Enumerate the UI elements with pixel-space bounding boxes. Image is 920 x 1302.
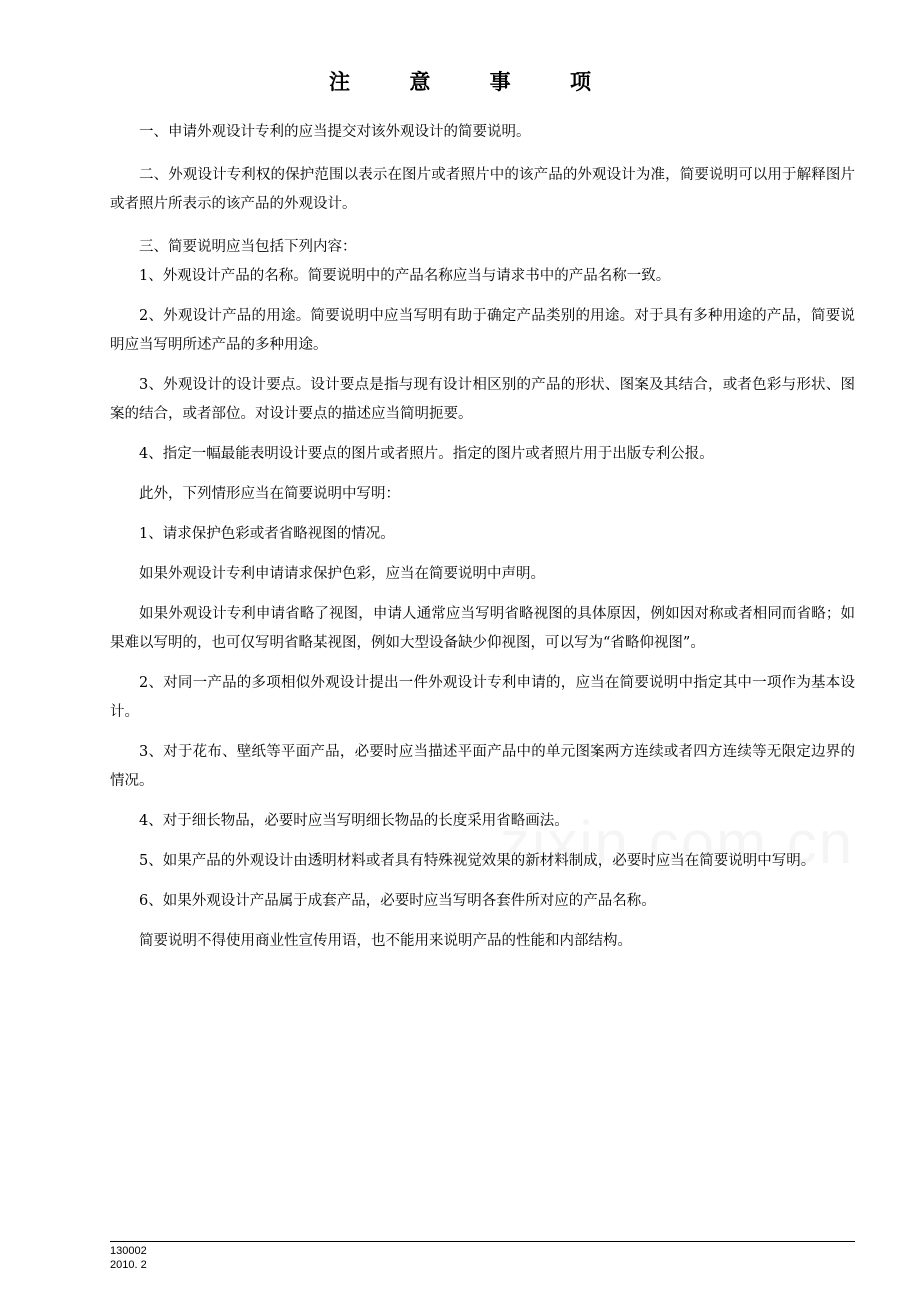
document-title: 注 意 事 项 xyxy=(329,69,617,94)
footer-divider xyxy=(110,1241,855,1242)
paragraph-1: 一、申请外观设计专利的应当提交对该外观设计的简要说明。 xyxy=(139,124,531,140)
paragraph-2: 二、外观设计专利权的保护范围以表示在图片或者照片中的该产品的外观设计为准，简要说明可以用于解释图片或者照片所表示的该产品的外观设计。 xyxy=(110,167,855,212)
paragraph-12: 2、对同一产品的多项相似外观设计提出一件外观设计专利申请的，应当在简要说明中指定其中一项作为基本设计。 xyxy=(110,675,855,720)
paragraph-5: 2、外观设计产品的用途。简要说明中应当写明有助于确定产品类别的用途。对于具有多种用途的产品，简要说明应当写明所述产品的多种用途。 xyxy=(110,308,855,353)
paragraph-7: 4、指定一幅最能表明设计要点的图片或者照片。指定的图片或者照片用于出版专利公报。 xyxy=(139,446,714,462)
paragraph-16: 6、如果外观设计产品属于成套产品，必要时应当写明各套件所对应的产品名称。 xyxy=(139,893,656,909)
paragraph-15: 5、如果产品的外观设计由透明材料或者具有特殊视觉效果的新材料制成，必要时应当在简要说明中写明。 xyxy=(139,853,816,869)
paragraph-11: 如果外观设计专利申请省略了视图，申请人通常应当写明省略视图的具体原因，例如因对称或者相同而省略；如果难以写明的，也可仅写明省略某视图，例如大型设备缺少仰视图，可以写为“省略仰视图”。 xyxy=(110,606,855,651)
paragraph-10: 如果外观设计专利申请请求保护色彩，应当在简要说明中声明。 xyxy=(139,566,545,582)
paragraph-4: 1、外观设计产品的名称。简要说明中的产品名称应当与请求书中的产品名称一致。 xyxy=(139,268,671,284)
paragraph-9: 1、请求保护色彩或者省略视图的情况。 xyxy=(139,526,395,542)
paragraph-8: 此外，下列情形应当在简要说明中写明： xyxy=(139,486,400,502)
paragraph-13: 3、对于花布、壁纸等平面产品，必要时应当描述平面产品中的单元图案两方连续或者四方连续等无限定边界的情况。 xyxy=(110,744,855,789)
footer-form-code: 130002 xyxy=(110,1245,147,1257)
paragraph-17: 简要说明不得使用商业性宣传用语，也不能用来说明产品的性能和内部结构。 xyxy=(139,933,632,949)
document-body xyxy=(110,118,855,956)
footer-date: 2010. 2 xyxy=(110,1259,147,1271)
paragraph-3: 三、简要说明应当包括下列内容： xyxy=(139,239,357,255)
paragraph-6: 3、外观设计的设计要点。设计要点是指与现有设计相区别的产品的形状、图案及其结合，或者色彩与形状、图案的结合，或者部位。对设计要点的描述应当简明扼要。 xyxy=(110,377,855,422)
paragraph-14: 4、对于细长物品，必要时应当写明细长物品的长度采用省略画法。 xyxy=(139,813,569,829)
footer xyxy=(110,1244,147,1272)
